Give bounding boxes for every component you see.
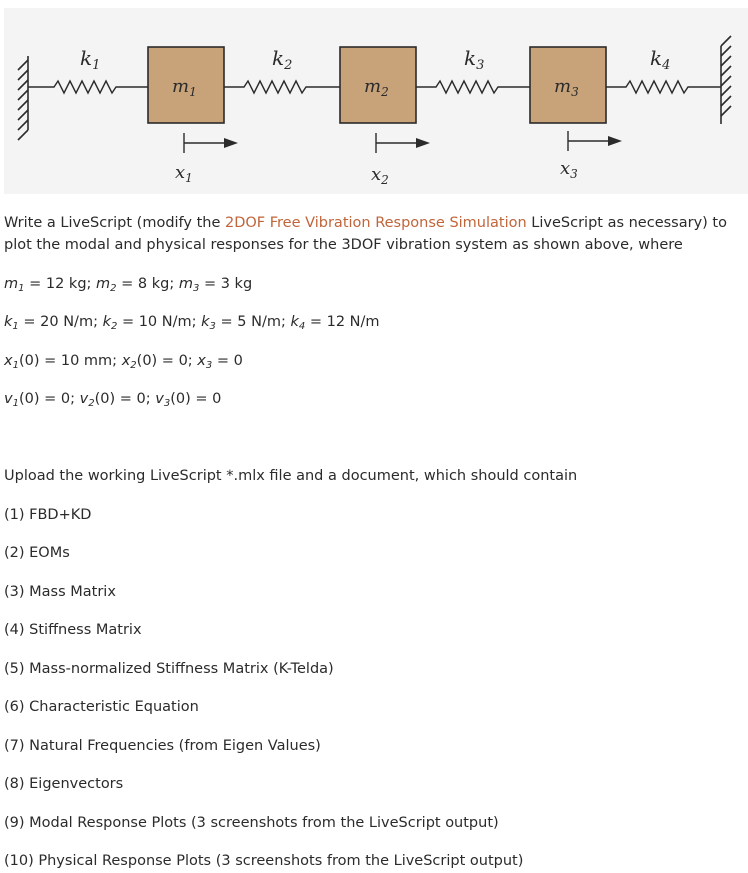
- mass-label-m3: $m_3$: [554, 76, 579, 99]
- spring-k1: [28, 81, 148, 93]
- deliverable-item: (4) Stiffness Matrix: [4, 622, 142, 638]
- deliverable-item: (3) Mass Matrix: [4, 584, 116, 600]
- deliverable-item: (10) Physical Response Plots (3 screenshots from the LiveScript output): [4, 853, 524, 869]
- spring-k3: [416, 81, 530, 93]
- initial-velocities: $v_1(0) = 0$; $v_2(0) = 0$; $v_3(0) = 0$: [4, 391, 222, 409]
- left-wall: [18, 56, 28, 140]
- spring-label-k4: $k_4$: [650, 46, 671, 73]
- deliverable-item: (8) Eigenvectors: [4, 776, 124, 792]
- initial-displacements: $x_1(0) = 10$ mm; $x_2(0) = 0$; $x_3 = 0$: [4, 353, 243, 371]
- deliverable-item: (7) Natural Frequencies (from Eigen Values): [4, 738, 321, 754]
- mass-values: $m_1 = 12$ kg; $m_2 = 8$ kg; $m_3 = 3$ kg: [4, 276, 253, 294]
- livescript-link[interactable]: 2DOF Free Vibration Response Simulation: [225, 215, 527, 231]
- deliverable-item: (1) FBD+KD: [4, 507, 92, 523]
- deliverable-item: (6) Characteristic Equation: [4, 699, 199, 715]
- stiffness-values: $k_1 = 20$ N/m; $k_2 = 10$ N/m; $k_3 = 5$ N/m; $k_4 = 12$ N/m: [4, 314, 380, 332]
- system-diagram: [4, 8, 748, 194]
- right-wall: [721, 36, 731, 124]
- problem-statement: [4, 212, 740, 256]
- spring-label-k3: $k_3$: [464, 46, 485, 73]
- upload-instructions: Upload the working LiveScript *.mlx file and a document, which should contain: [4, 468, 578, 484]
- displacement-label-x1: $x_1$: [175, 162, 193, 185]
- prompt-text-start: Write a LiveScript (modify the: [4, 215, 225, 231]
- displacement-label-x3: $x_3$: [560, 158, 578, 181]
- spring-k2: [224, 81, 340, 93]
- mass-label-m1: $m_1$: [172, 76, 197, 99]
- displacement-label-x2: $x_2$: [371, 164, 389, 187]
- spring-k4: [606, 81, 721, 93]
- displacement-arrow-x2: [376, 133, 430, 153]
- displacement-arrow-x1: [184, 133, 238, 153]
- spring-label-k2: $k_2$: [272, 46, 293, 73]
- displacement-arrow-x3: [568, 131, 622, 151]
- deliverable-item: (5) Mass-normalized Stiffness Matrix (K-Telda): [4, 661, 334, 677]
- spring-label-k1: $k_1$: [80, 46, 101, 73]
- deliverable-item: (9) Modal Response Plots (3 screenshots from the LiveScript output): [4, 815, 499, 831]
- prompt-text-end: LiveScript as necessary) to plot the modal and physical responses for the 3DOF vibration system as shown above, where: [4, 215, 727, 253]
- spring-mass-diagram: [4, 8, 748, 194]
- deliverable-item: (2) EOMs: [4, 545, 70, 561]
- mass-label-m2: $m_2$: [364, 76, 389, 99]
